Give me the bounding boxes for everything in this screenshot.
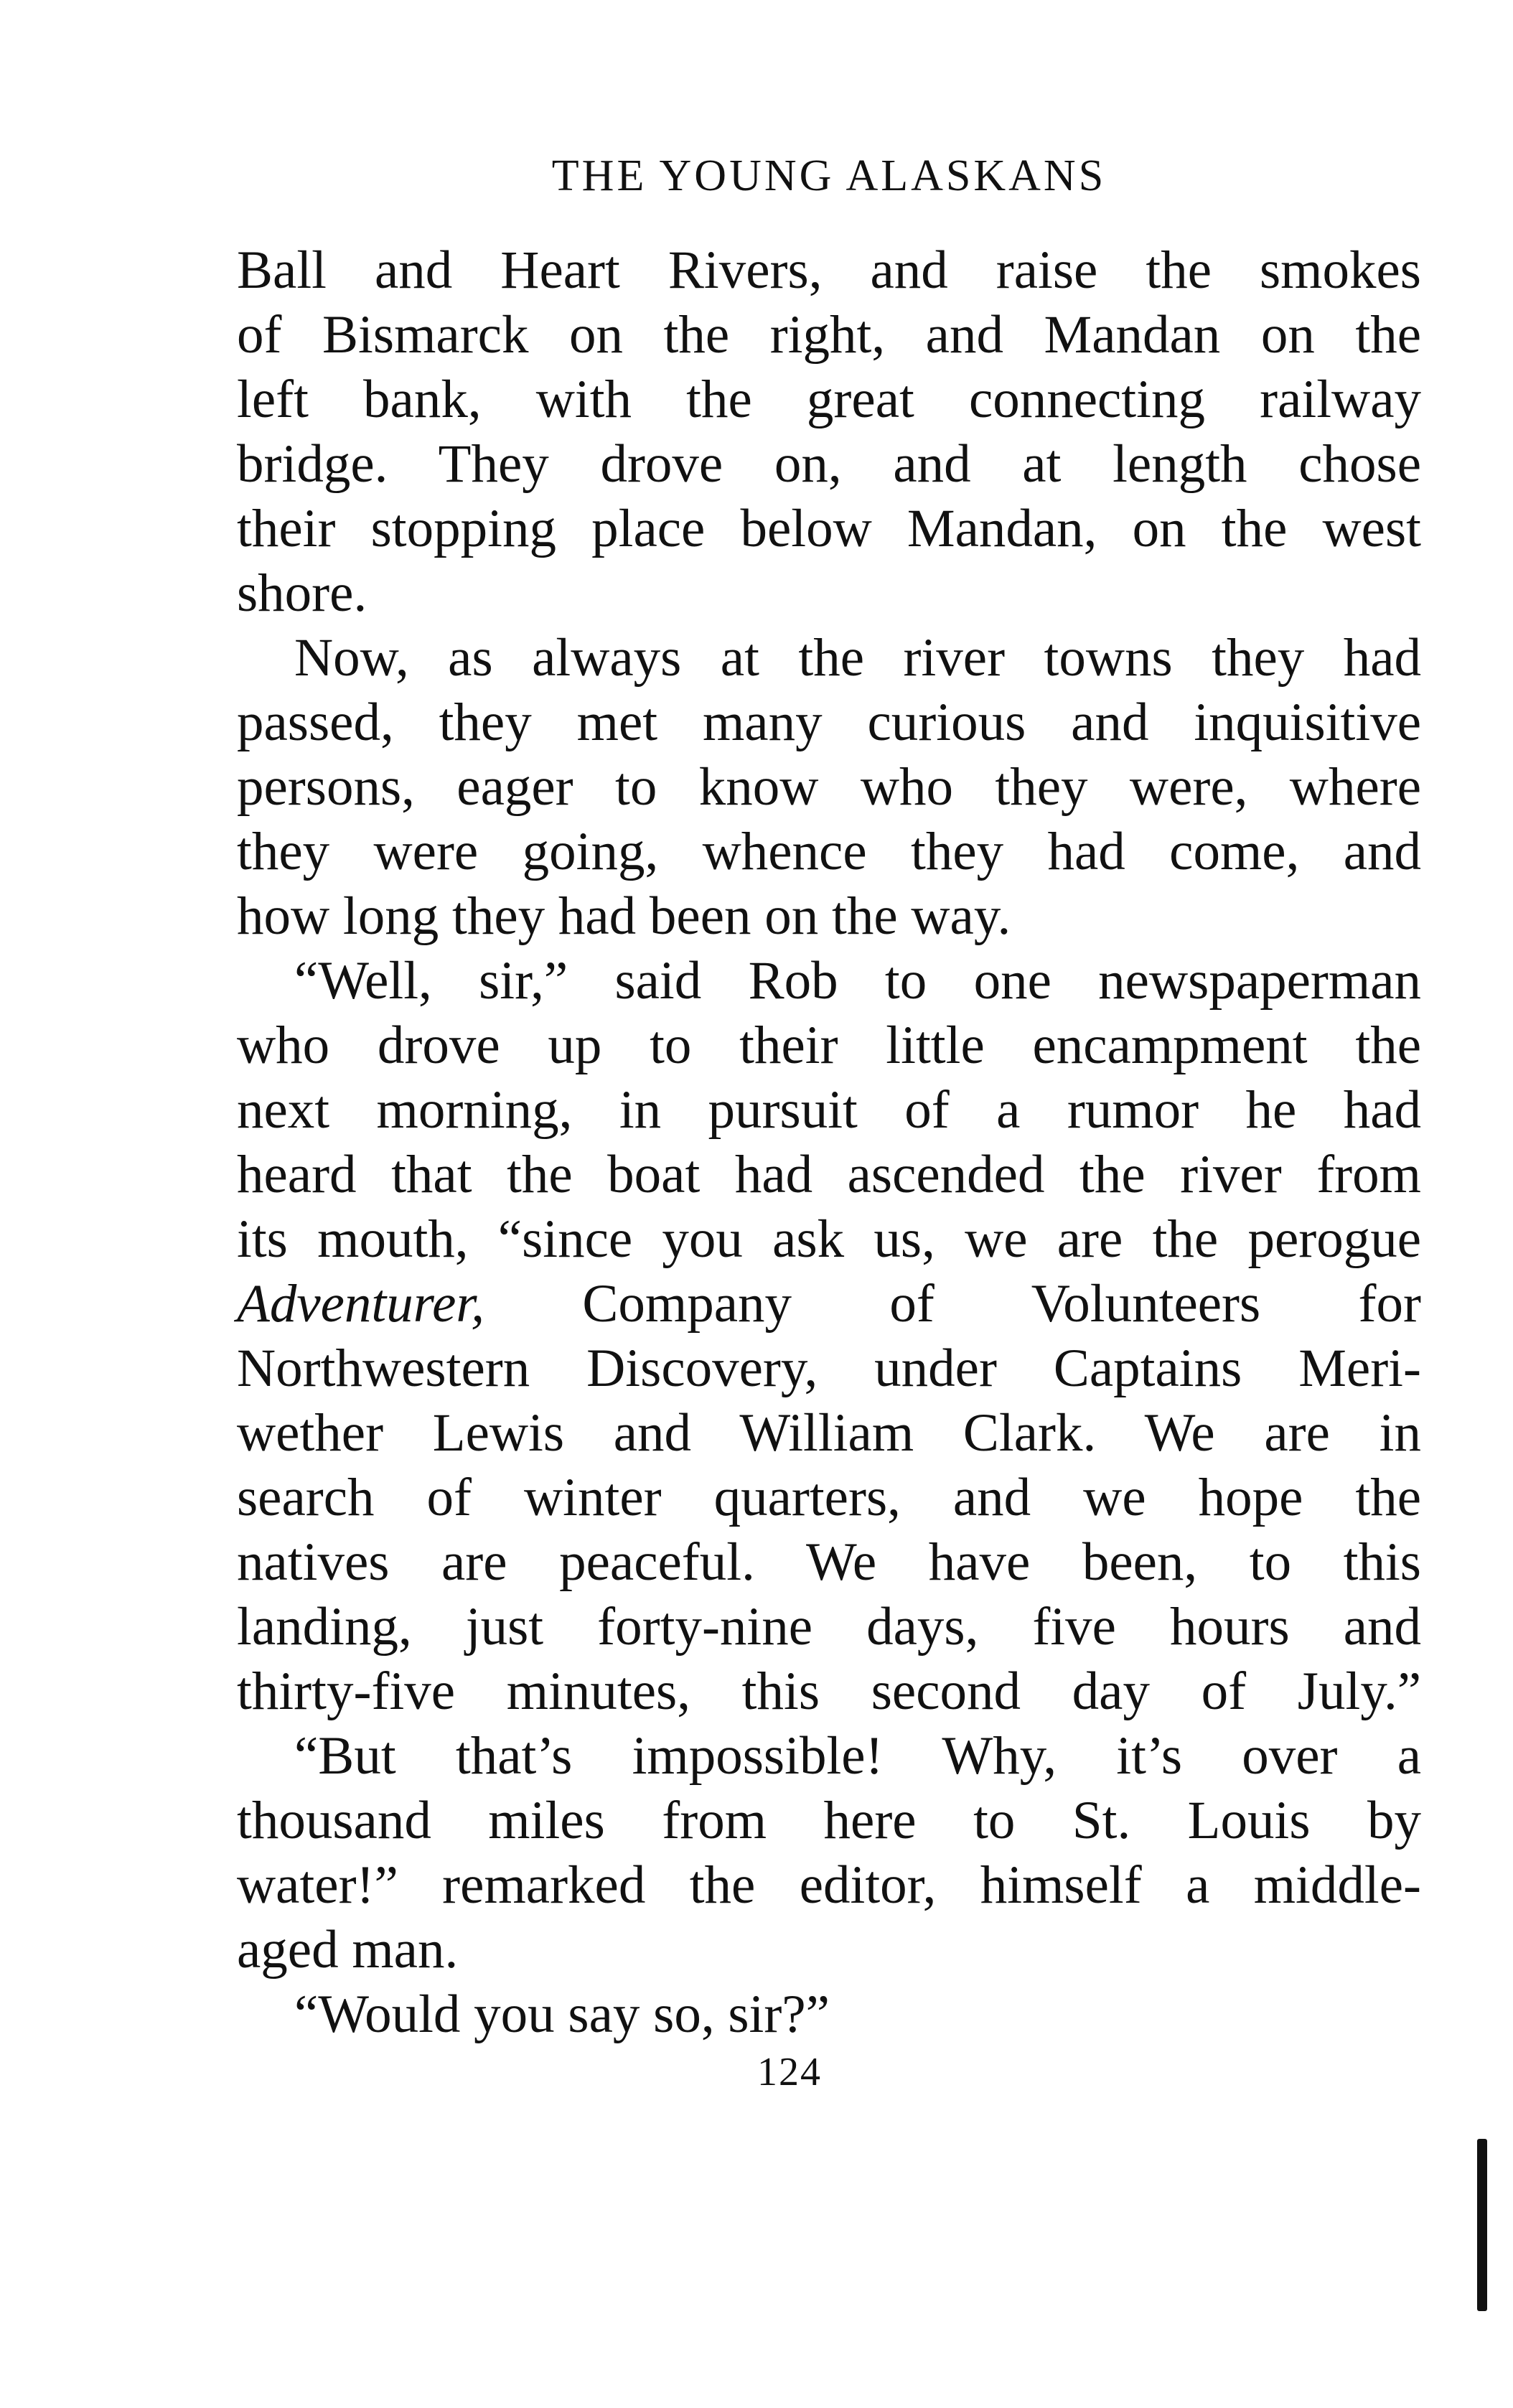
text-line: Now, as always at the river towns they had: [294, 628, 1421, 688]
text-line: their stopping place below Mandan, on the west: [237, 499, 1421, 558]
text-line: natives are peaceful. We have been, to this: [237, 1532, 1421, 1592]
text-line: Ball and Heart Rivers, and raise the smokes: [237, 240, 1421, 300]
text-line: wether Lewis and William Clark. We are in: [237, 1403, 1421, 1463]
text-line: they were going, whence they had come, and: [237, 822, 1421, 881]
text-line: shore.: [237, 563, 367, 623]
text-line: Adventurer, Company of Volunteers for: [237, 1274, 1421, 1334]
text-line: aged man.: [237, 1920, 459, 1980]
text-line: thousand miles from here to St. Louis by: [237, 1791, 1421, 1850]
text-line: next morning, in pursuit of a rumor he had: [237, 1080, 1421, 1140]
text-line: who drove up to their little encampment the: [237, 1016, 1421, 1075]
text-line: “Well, sir,” said Rob to one newspaperman: [294, 951, 1421, 1011]
text-line: landing, just forty-nine days, five hours and: [237, 1597, 1421, 1657]
scan-edge-mark: [1477, 2139, 1487, 2311]
text-line: heard that the boat had ascended the river from: [237, 1145, 1421, 1204]
text-line: search of winter quarters, and we hope the: [237, 1468, 1421, 1527]
text-line: of Bismarck on the right, and Mandan on the: [237, 305, 1421, 365]
text-line: its mouth, “since you ask us, we are the perogue: [237, 1209, 1421, 1269]
body-text: [237, 238, 1421, 2047]
text-line: “But that’s impossible! Why, it’s over a: [294, 1726, 1421, 1786]
text-line: thirty-five minutes, this second day of July.”: [237, 1662, 1421, 1721]
page-number: 124: [757, 2050, 822, 2094]
text-line: water!” remarked the editor, himself a middle-: [237, 1855, 1421, 1915]
text-line: how long they had been on the way.: [237, 886, 1011, 946]
text-line: “Would you say so, sir?”: [294, 1985, 830, 2044]
text-line: passed, they met many curious and inquisitive: [237, 693, 1421, 752]
italic-ship-name: Adventurer,: [237, 1274, 485, 1334]
text-line: Northwestern Discovery, under Captains Meri-: [237, 1339, 1421, 1398]
text-line: persons, eager to know who they were, where: [237, 757, 1421, 817]
running-head: THE YOUNG ALASKANS: [551, 151, 1107, 200]
text-line: left bank, with the great connecting railway: [237, 370, 1421, 429]
text-line: bridge. They drove on, and at length chose: [237, 434, 1421, 494]
